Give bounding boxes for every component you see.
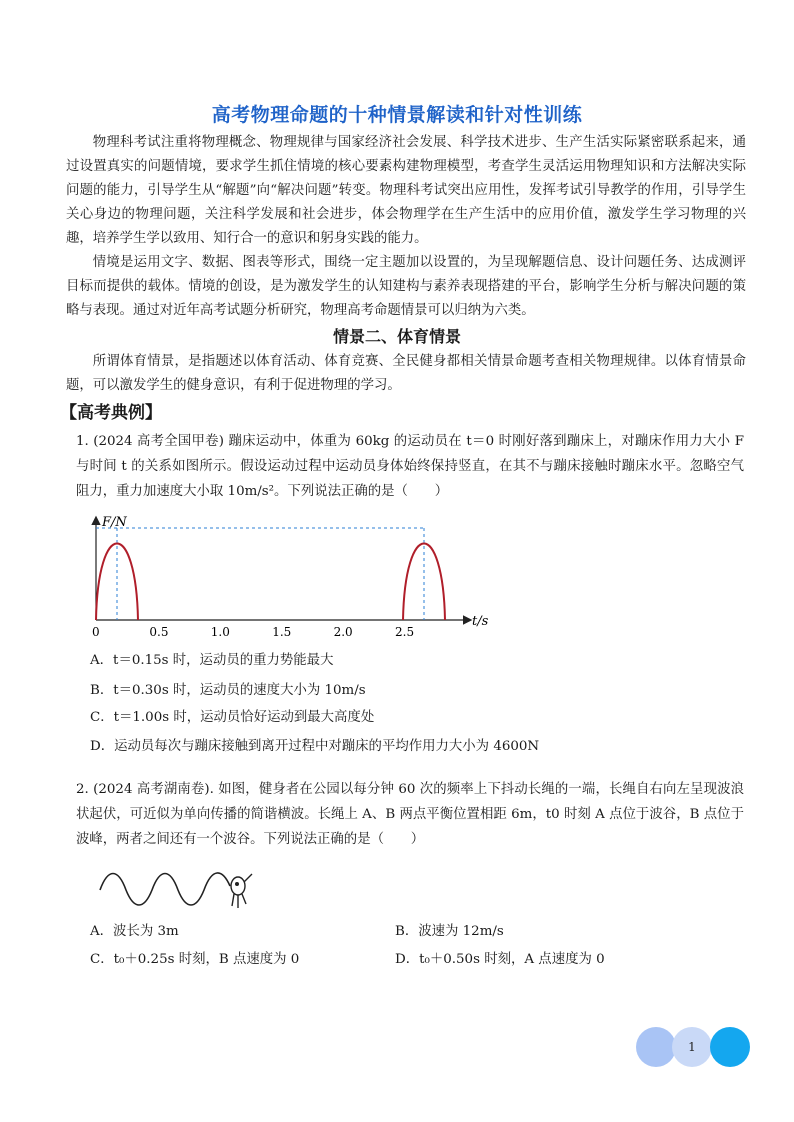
x-tick-label: 2.5 bbox=[395, 625, 415, 638]
intro-paragraph-2: 情境是运用文字、数据、图表等形式，围绕一定主题加以设置的，为呈现解题信息、设计问题任务、达成测评目标而提供的载体。情境的创设，是为激发学生的认知建构与素养表现搭建的平台，影响学生分析与解决问题的策略与表现。通过对近年高考试题分析研究，物理高考命题情景可以归纳为六类。 bbox=[66, 255, 746, 318]
q1-option-b[interactable]: B．t＝0.30s 时，运动员的速度大小为 10m/s bbox=[90, 683, 366, 698]
page-title: 高考物理命题的十种情景解读和针对性训练 bbox=[211, 104, 583, 126]
section-title: 情景二、体育情景 bbox=[332, 327, 461, 346]
page-badge-right bbox=[710, 1027, 750, 1067]
x-tick-label: 2.0 bbox=[333, 625, 353, 638]
x-tick-label: 1.0 bbox=[210, 625, 230, 638]
x-tick-labels bbox=[92, 625, 414, 638]
q2-option-a[interactable]: A．波长为 3m bbox=[90, 924, 179, 939]
q2-option-d[interactable]: D．t₀＋0.50s 时刻，A 点速度为 0 bbox=[395, 952, 605, 967]
q2-option-c[interactable]: C．t₀＋0.25s 时刻，B 点速度为 0 bbox=[90, 952, 300, 967]
page-number: 1 bbox=[672, 1027, 712, 1067]
question-1-stem: 1. (2024 高考全国甲卷) 蹦床运动中，体重为 60kg 的运动员在 t＝0 时刚好落到蹦床上，对蹦床作用力大小 F 与时间 t 的关系如图所示。假设运动过程中运动员身体始终保持竖直，在其不与蹦床接触时蹦床水平。忽略空气阻力，重力加速度大小取 10m/s²。下列说法正确的是（ ） bbox=[76, 434, 744, 499]
page-badge-left bbox=[636, 1027, 676, 1067]
rope-wave bbox=[100, 873, 230, 905]
q1-option-d[interactable]: D．运动员每次与蹦床接触到离开过程中对蹦床的平均作用力大小为 4600N bbox=[90, 739, 540, 754]
y-axis-label: F/N bbox=[102, 515, 127, 530]
q1-option-a[interactable]: A．t＝0.15s 时，运动员的重力势能最大 bbox=[90, 653, 334, 668]
x-tick-label: 0 bbox=[92, 625, 100, 638]
force-time-chart bbox=[80, 508, 500, 638]
examples-label: 【高考典例】 bbox=[60, 403, 162, 423]
rope-wave-illustration bbox=[98, 862, 268, 912]
q2-option-b[interactable]: B．波速为 12m/s bbox=[395, 924, 504, 939]
q1-option-c[interactable]: C．t＝1.00s 时，运动员恰好运动到最大高度处 bbox=[90, 710, 375, 725]
section-intro: 所谓体育情景，是指题述以体育活动、体育竞赛、全民健身都相关情景命题考查相关物理规律。以体育情景命题，可以激发学生的健身意识，有利于促进物理的学习。 bbox=[66, 354, 746, 393]
x-tick-label: 0.5 bbox=[149, 625, 169, 638]
intro-paragraph-1: 物理科考试注重将物理概念、物理规律与国家经济社会发展、科学技术进步、生产生活实际紧密联系起来，通过设置真实的问题情境，要求学生抓住情境的核心要素构建物理模型，考查学生灵活运用物理知识和方法解决实际问题的能力，引导学生从“解题”向“解决问题”转变。物理科考试突出应用性，发挥考试引导教学的作用，引导学生关心身边的物理问题，关注科学发展和社会进步，体会物理学在生产生活中的应用价值，激发学生学习物理的兴趣，培养学生学以致用、知行合一的意识和躬身实践的能力。 bbox=[66, 135, 746, 246]
question-2-stem: 2. (2024 高考湖南卷). 如图，健身者在公园以每分钟 60 次的频率上下抖动长绳的一端，长绳自右向左呈现波浪状起伏，可近似为单向传播的简谐横波。长绳上 A、B 两点平衡位置相距 6m，t0 时刻 A 点位于波谷，B 点位于波峰，两者之间还有一个波谷。下列说法正确的是（ ） bbox=[76, 782, 744, 847]
x-axis-label: t/s bbox=[472, 614, 489, 629]
hand-icon bbox=[231, 874, 252, 908]
x-tick-label: 1.5 bbox=[272, 625, 292, 638]
